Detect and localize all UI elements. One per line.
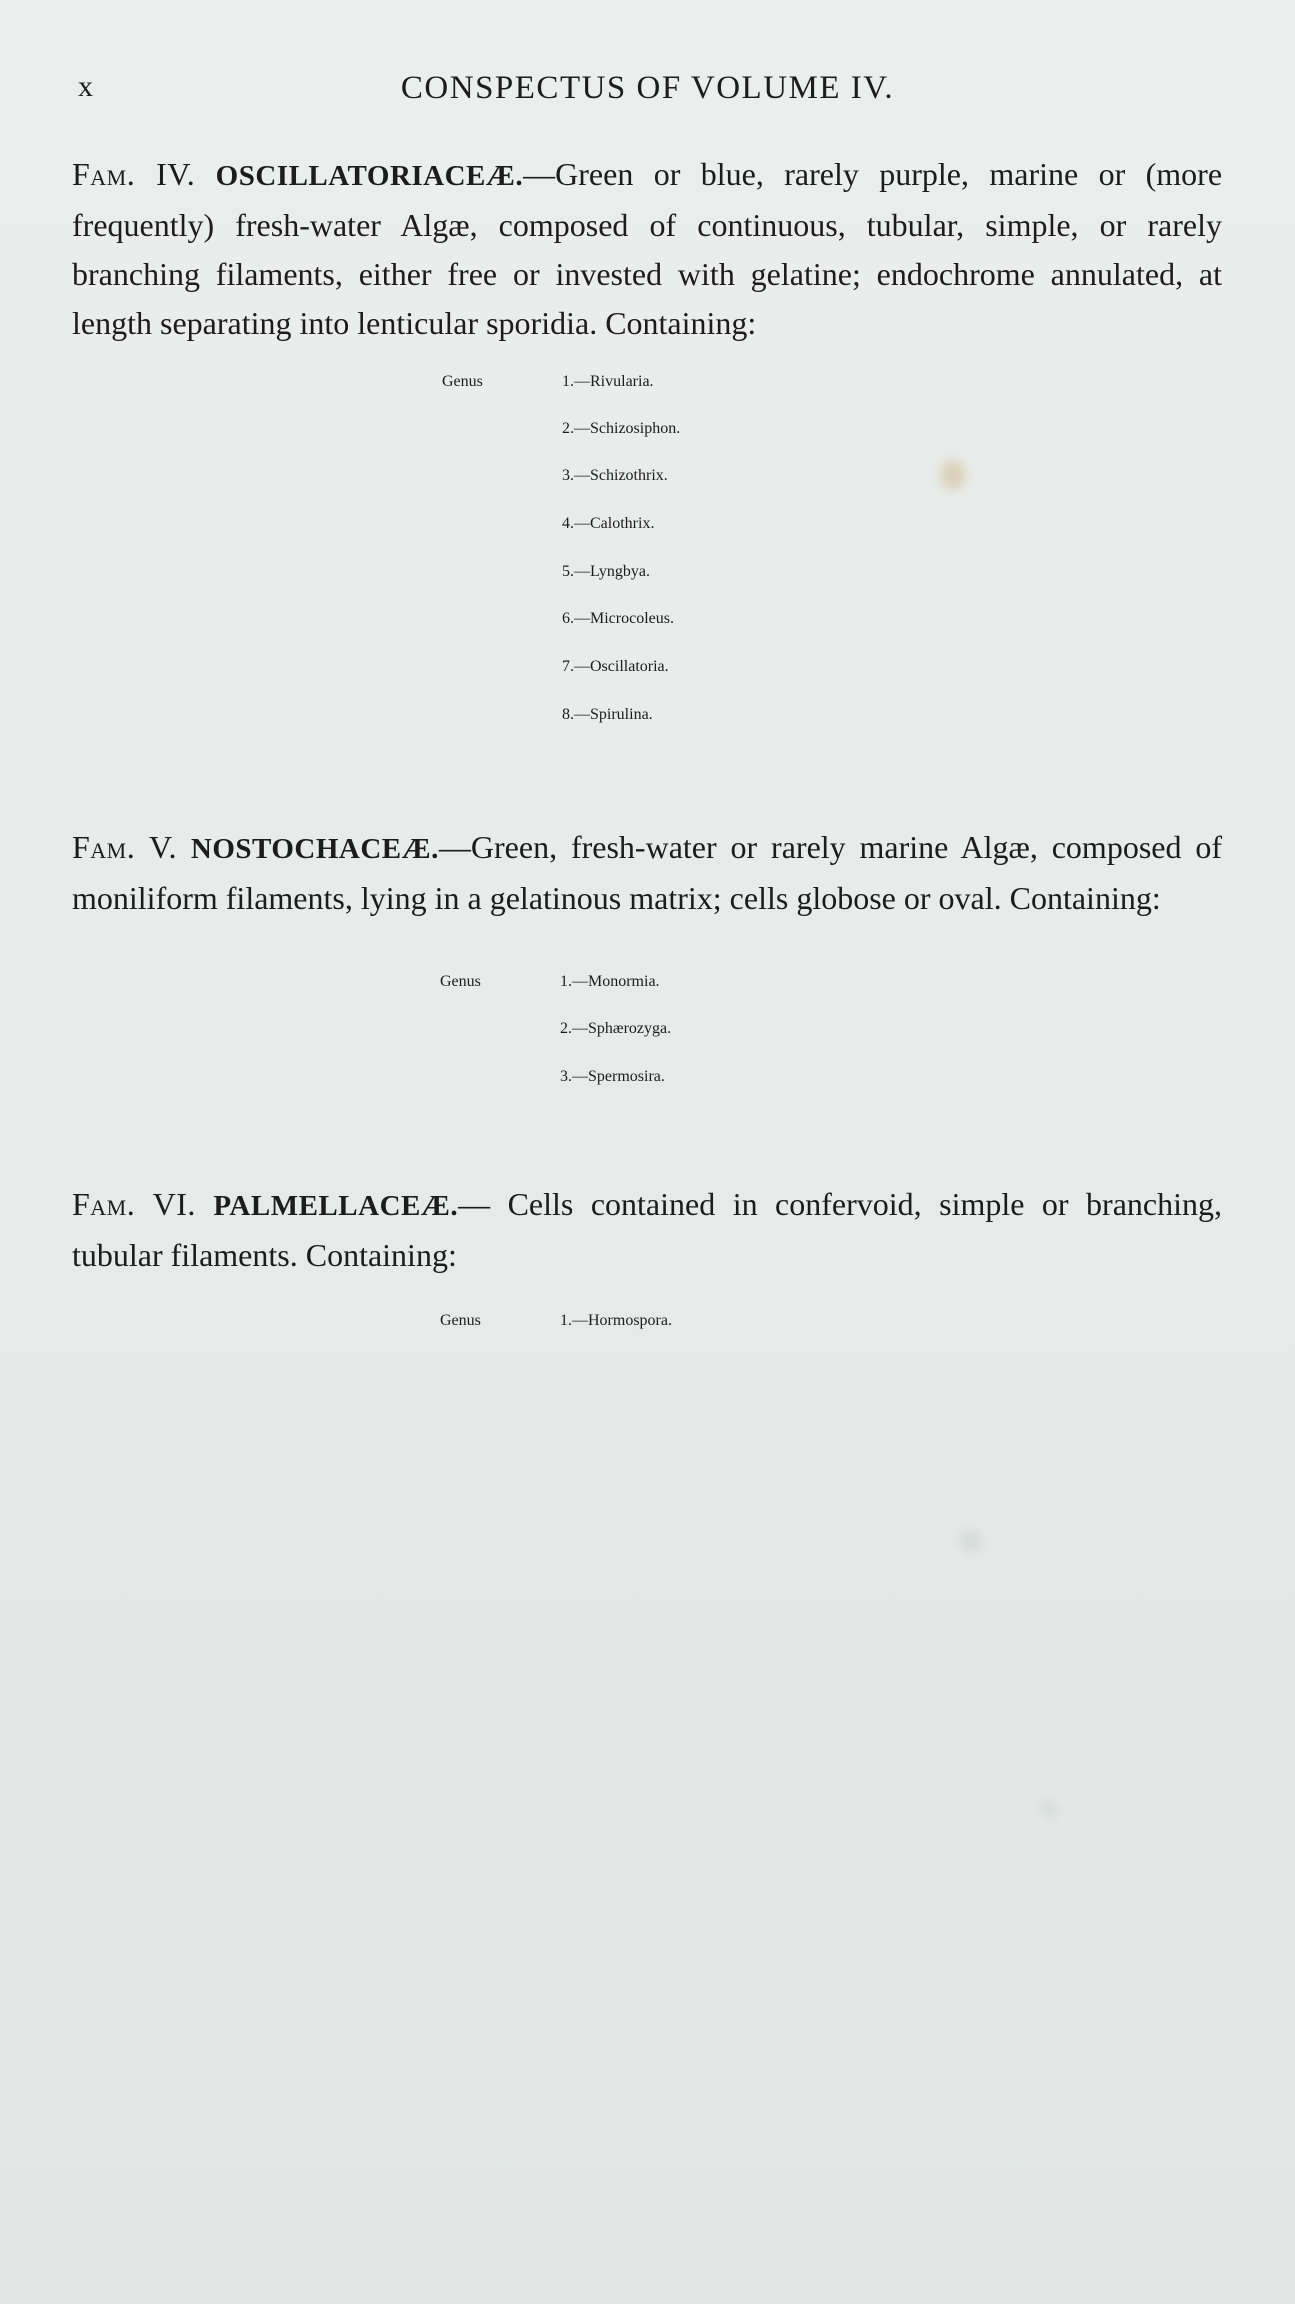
- genus-row: [530, 420, 680, 438]
- genus-number: 7.: [562, 658, 574, 675]
- genus-name: —Rivularia.: [574, 373, 654, 390]
- family-label: Fam. IV.: [72, 156, 196, 192]
- running-head: CONSPECTUS OF VOLUME IV.: [400, 70, 895, 106]
- stain-mark: [1040, 1800, 1058, 1818]
- genus-name: —Hormospora.: [572, 1312, 672, 1329]
- stain-mark: [960, 1530, 982, 1552]
- genus-row: [440, 973, 660, 991]
- family-description: — Cells contained in confervoid, simple or branching, tubular filaments. Containing:: [72, 1186, 1222, 1273]
- genus-number: 8.: [562, 706, 574, 723]
- genus-row: [530, 515, 654, 533]
- genus-number: 4.: [562, 515, 574, 532]
- genus-word: Genus: [440, 1312, 481, 1329]
- family-label: Fam. VI.: [72, 1186, 196, 1222]
- genus-number: 1.: [560, 973, 572, 990]
- genus-number: 2.: [560, 1020, 572, 1037]
- family-v-paragraph: [72, 823, 1222, 923]
- family-description: —Green or blue, rarely purple, marine or (more frequently) fresh-water Algæ, composed of continuous, tubular, simple, or rarely branching filaments, either free or invested with gelatine; endochrome annulated, at length separating into lenticular sporidia. Containing:: [72, 156, 1223, 341]
- genus-row: [530, 610, 674, 628]
- family-name: NOSTOCHACEÆ.: [190, 833, 439, 865]
- genus-name: —Spermosira.: [572, 1068, 665, 1085]
- family-vi-paragraph: [72, 1180, 1222, 1280]
- genus-row: [528, 1068, 665, 1086]
- genus-row: [530, 658, 669, 676]
- genus-number: 1.: [560, 1312, 572, 1329]
- genus-name: —Monormia.: [572, 973, 660, 990]
- family-name: OSCILLATORIACEÆ.: [215, 160, 524, 192]
- genus-name: —Spirulina.: [574, 706, 653, 723]
- genus-word: Genus: [442, 373, 483, 390]
- genus-row: [442, 373, 654, 391]
- genus-number: 6.: [562, 610, 574, 627]
- genus-name: —Oscillatoria.: [574, 658, 669, 675]
- genus-number: 1.: [562, 373, 574, 390]
- genus-name: —Microcoleus.: [574, 610, 674, 627]
- genus-word: Genus: [440, 973, 481, 990]
- genus-row: [530, 563, 650, 581]
- page-header: [0, 70, 1295, 120]
- genus-row: [440, 1312, 672, 1330]
- genus-name: —Schizothrix.: [574, 467, 668, 484]
- genus-number: 3.: [562, 467, 574, 484]
- genus-row: [530, 706, 653, 724]
- page-number: x: [78, 70, 94, 103]
- family-iv-paragraph: [72, 150, 1222, 348]
- genus-name: —Lyngbya.: [574, 563, 650, 580]
- stain-mark: [940, 460, 966, 490]
- genus-name: —Schizosiphon.: [574, 420, 681, 437]
- genus-number: 2.: [562, 420, 574, 437]
- family-description: —Green, fresh-water or rarely marine Algæ, composed of moniliform filaments, lying in a gelatinous matrix; cells globose or oval. Containing:: [72, 829, 1223, 916]
- genus-name: —Calothrix.: [574, 515, 655, 532]
- genus-row: [530, 467, 668, 485]
- genus-number: 5.: [562, 563, 574, 580]
- family-label: Fam. V.: [72, 829, 178, 865]
- family-name: PALMELLACEÆ.: [213, 1190, 459, 1222]
- genus-row: [528, 1020, 671, 1038]
- genus-name: —Sphærozyga.: [572, 1020, 672, 1037]
- genus-number: 3.: [560, 1068, 572, 1085]
